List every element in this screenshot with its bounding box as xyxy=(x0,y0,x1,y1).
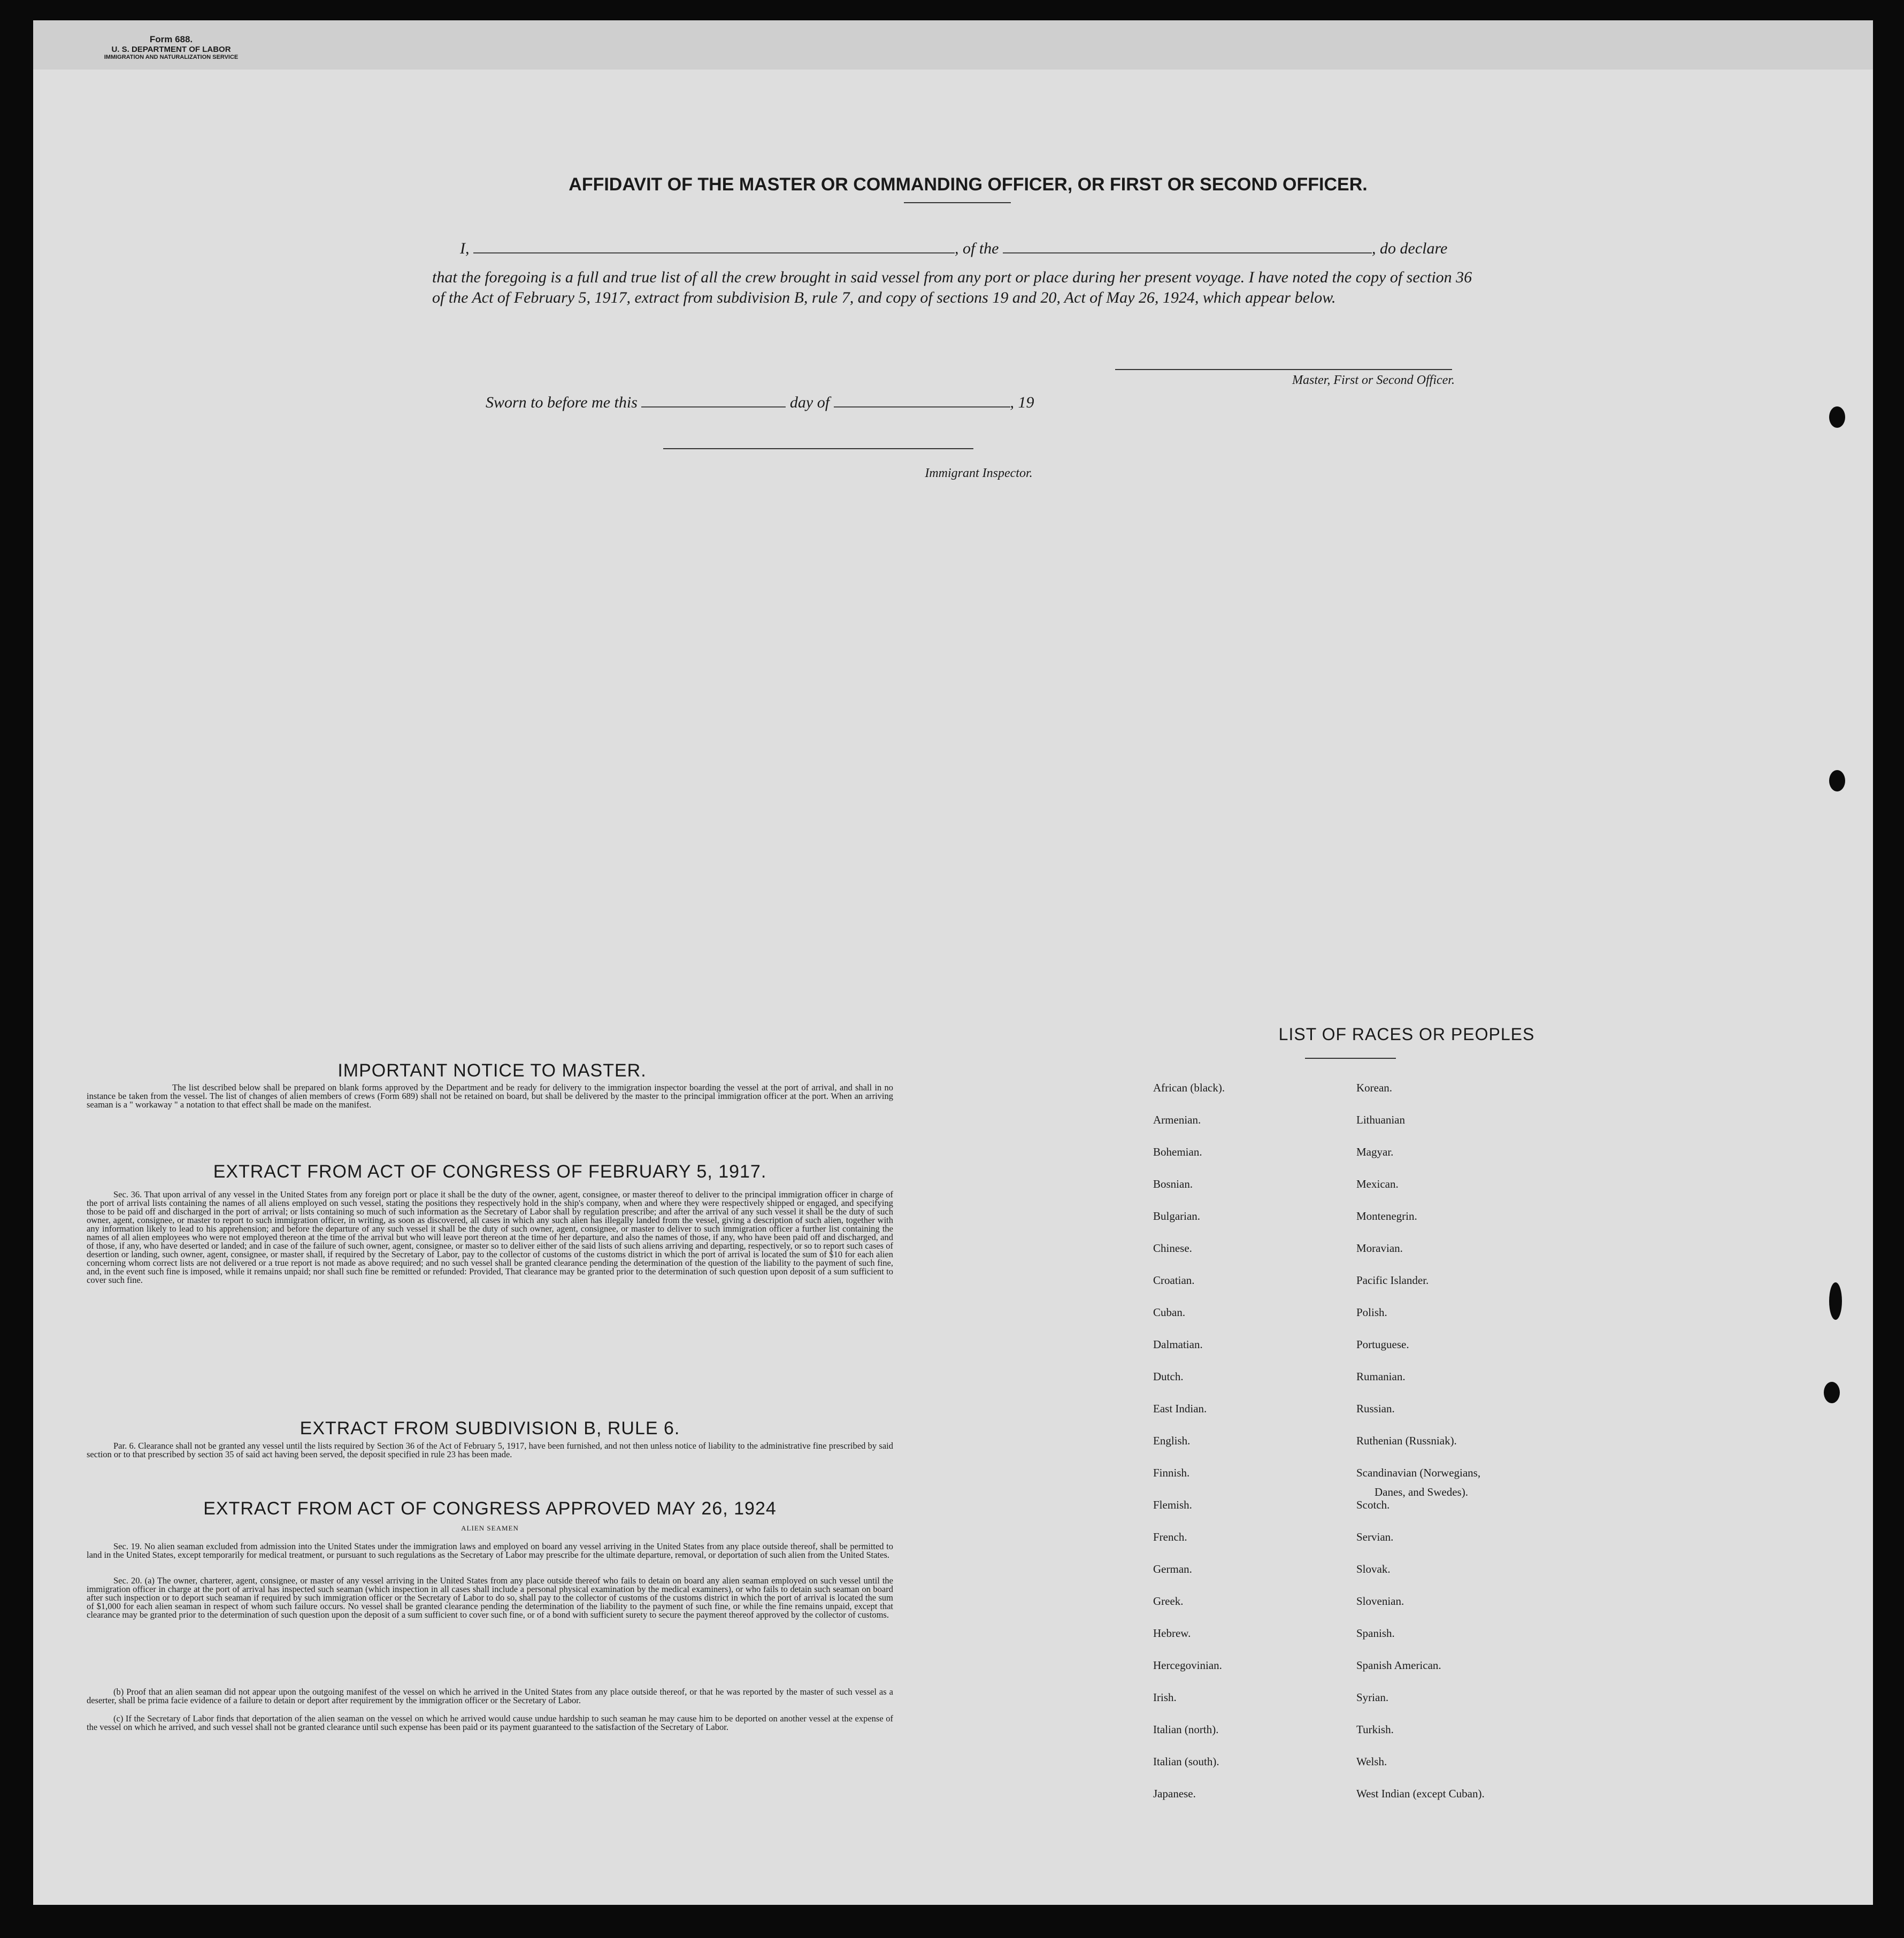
extract-rule6-text: Par. 6. Clearance shall not be granted any vessel until the lists required by Section 36 of the Act of February 5, 1917, have been furnished, and not then unless notice of liability to the administrative fine prescribed by said section or to that prescribed by section 35 of said act having been served, the deposit specified in rule 23 has been made. xyxy=(87,1441,893,1459)
race-item-right: Mexican. xyxy=(1356,1178,1399,1190)
inspector-signature-blank[interactable] xyxy=(663,448,973,449)
race-item-left: French. xyxy=(1153,1531,1187,1543)
race-item-left: Flemish. xyxy=(1153,1498,1192,1511)
declaration-line xyxy=(460,240,1447,258)
sworn-day-blank[interactable] xyxy=(641,406,786,407)
binder-hole xyxy=(1829,406,1845,428)
race-item-right: Korean. xyxy=(1356,1081,1393,1094)
extract-1924-sec19: Sec. 19. No alien seaman excluded from admission into the United States under the immigration laws and employed on board any vessel arriving in the United States from any place outside thereof, shall be permitted to land in the United States, except temporarily for medical treatment, or pursuant to such regulations as the Secretary of Labor may prescribe for the ultimate departure, removal, or deportation of such alien from the United States. xyxy=(87,1541,893,1560)
race-item-left: Bohemian. xyxy=(1153,1145,1202,1158)
race-item-right: Turkish. xyxy=(1356,1723,1394,1736)
department-name: U. S. DEPARTMENT OF LABOR xyxy=(111,45,231,54)
vessel-blank[interactable] xyxy=(1003,252,1372,253)
race-item-right: Slovenian. xyxy=(1356,1595,1404,1608)
top-edge-strip xyxy=(33,20,1873,72)
race-item-left: German. xyxy=(1153,1563,1192,1575)
race-item-left: Bulgarian. xyxy=(1153,1210,1201,1222)
races-title-underline xyxy=(1305,1058,1396,1059)
extract-1917-title: EXTRACT FROM ACT OF CONGRESS OF FEBRUARY 5, 1917. xyxy=(213,1162,767,1182)
race-item-right: Magyar. xyxy=(1356,1145,1394,1158)
race-item-left: Bosnian. xyxy=(1153,1178,1193,1190)
race-item-right: Spanish. xyxy=(1356,1627,1395,1640)
race-item-right: Rumanian. xyxy=(1356,1370,1406,1383)
extract-1924-sec20c: (c) If the Secretary of Labor finds that deportation of the alien seaman on the vessel on which he arrived would cause undue hardship to such seaman he may cause him to be deported on another vessel at the expense of the vessel on which he arrived, and such vessel shall not be granted clearance until such expense has been paid or its payment guaranteed to the satisfaction of the Secretary of Labor. xyxy=(87,1713,893,1732)
race-item-right: Montenegrin. xyxy=(1356,1210,1417,1222)
sworn-year: , 19 xyxy=(1010,394,1034,411)
extract-1917-text: Sec. 36. That upon arrival of any vessel in the United States from any foreign port or place it shall be the duty of the owner, agent, consignee, or master thereof to deliver to the principal immigration officer in charge of the port of arrival lists containing the names of all aliens employed on such vessel, stating the positions they respectively hold in the ship's company, when and where they were respectively shipped or engaged, and specifying those to be paid off and discharged in the port of arrival; or lists containing so much of such information as the Secretary of Labor shall by regulation prescribe; and after the arrival of any such vessel it shall be the duty of such owner, agent, consignee, or master to report to such immigration officer, in writing, as soon as discovered, all cases in which any such alien has illegally landed from the vessel, giving a description of such alien, together with any information likely to lead to his apprehension; and before the departure of any such vessel it shall be the duty of such owner, agent, consignee, or master to deliver to such immigration officer a further list containing the names of all alien employees who were not employed thereon at the time of the arrival but who will leave port thereon at the time of her departure, and also the names of those, if any, who have been paid off and discharged, and of those, if any, who have deserted or landed; and in case of the failure of such owner, agent, consignee, or master so to deliver either of the said lists of such aliens arriving and departing, respectively, or so to report such cases of desertion or landing, such owner, agent, consignee, or master shall, if required by the Secretary of Labor, pay to the collector of customs of the customs district in which the port of arrival is located the sum of $10 for each alien concerning whom correct lists are not delivered or a true report is not made as above required; and no such vessel shall be granted clearance pending the determination of the question of the liability to the payment of such fine, and, in the event such fine is imposed, while it remains unpaid; nor shall such fine be remitted or refunded: Provided, That clearance may be granted prior to the determination of such question upon deposit of a sum sufficient to cover such fine. xyxy=(87,1189,893,1285)
race-item-right: Polish. xyxy=(1356,1306,1387,1319)
affidavit-title: AFFIDAVIT OF THE MASTER OR COMMANDING OFFICER, OR FIRST OR SECOND OFFICER. xyxy=(569,174,1368,195)
extract-1924-subtitle: ALIEN SEAMEN xyxy=(461,1524,519,1532)
notice-title: IMPORTANT NOTICE TO MASTER. xyxy=(337,1060,647,1081)
race-item-right: Ruthenian (Russniak). xyxy=(1356,1434,1457,1447)
declare-of-the: , of the xyxy=(955,240,999,257)
race-item-left: African (black). xyxy=(1153,1081,1225,1094)
binder-hole xyxy=(1829,770,1845,791)
race-item-right: Scandinavian (Norwegians, xyxy=(1356,1466,1481,1479)
races-title: LIST OF RACES OR PEOPLES xyxy=(1278,1025,1535,1044)
race-item-left: Italian (south). xyxy=(1153,1755,1219,1768)
race-item-right: Pacific Islander. xyxy=(1356,1274,1429,1287)
race-item-left: Greek. xyxy=(1153,1595,1184,1608)
affidavit-body: that the foregoing is a full and true list of all the crew brought in said vessel from any port or place during her present voyage. I have noted the copy of section 36 of the Act of February 5, 1917, extract from subdivision B, rule 7, and copy of sections 19 and 20, Act of May 26, 1924, which appear below. xyxy=(432,268,1472,306)
sworn-day-label: day of xyxy=(789,394,830,411)
race-item-right: Russian. xyxy=(1356,1402,1395,1415)
race-item-right: Slovak. xyxy=(1356,1563,1391,1575)
race-item-left: Finnish. xyxy=(1153,1466,1190,1479)
document-sheet xyxy=(33,70,1873,1905)
race-item-right: Spanish American. xyxy=(1356,1659,1441,1672)
signer-label: Master, First or Second Officer. xyxy=(1292,373,1455,387)
service-name: IMMIGRATION AND NATURALIZATION SERVICE xyxy=(104,54,239,60)
race-item-left: Cuban. xyxy=(1153,1306,1186,1319)
signature-blank[interactable] xyxy=(1115,369,1452,370)
inspector-label: Immigrant Inspector. xyxy=(925,466,1033,480)
race-item-left: East Indian. xyxy=(1153,1402,1207,1415)
race-item-right: Welsh. xyxy=(1356,1755,1387,1768)
race-item-left: Italian (north). xyxy=(1153,1723,1219,1736)
race-item-left: Croatian. xyxy=(1153,1274,1195,1287)
name-blank[interactable] xyxy=(473,252,955,253)
race-item-left: English. xyxy=(1153,1434,1191,1447)
race-item-right: Moravian. xyxy=(1356,1242,1403,1255)
binder-hole xyxy=(1829,1282,1842,1320)
race-item-left: Hebrew. xyxy=(1153,1627,1191,1640)
race-item-right: Syrian. xyxy=(1356,1691,1389,1704)
form-number: Form 688. xyxy=(149,34,193,44)
extract-1924-sec20a: Sec. 20. (a) The owner, charterer, agent, consignee, or master of any vessel arriving in the United States from any place outside thereof who fails to detain on board any alien seaman employed on such vessel until the immigration officer in charge at the port of arrival has inspected such seaman (which inspection in all cases shall include a personal physical examination by the medical examiners), or who fails to detain such seaman on board after such inspection or to deport such seaman if required by such immigration officer or the Secretary of Labor to do so, shall pay to the collector of customs of the customs district in which the port of arrival is located the sum of $1,000 for each alien seaman in respect of whom such failure occurs. No vessel shall be granted clearance pending the determination of the liability to the payment of such fine, or while the fine remains unpaid, except that clearance may be granted prior to the determination of such question upon the deposit of a sum sufficient to cover such fine, or of a bond with sufficient surety to secure the payment thereof approved by the collector of customs. xyxy=(87,1575,893,1620)
race-item-right: Servian. xyxy=(1356,1531,1394,1543)
race-item-left: Hercegovinian. xyxy=(1153,1659,1222,1672)
declare-i: I, xyxy=(460,240,470,257)
race-item-left: Dutch. xyxy=(1153,1370,1184,1383)
title-underline xyxy=(904,202,1011,203)
binder-hole xyxy=(1824,1382,1840,1403)
race-item-right: West Indian (except Cuban). xyxy=(1356,1787,1485,1800)
declare-end: , do declare xyxy=(1372,240,1448,257)
race-item-left: Irish. xyxy=(1153,1691,1177,1704)
sworn-line xyxy=(486,394,1034,412)
race-item-left: Armenian. xyxy=(1153,1113,1201,1126)
extract-1924-title: EXTRACT FROM ACT OF CONGRESS APPROVED MAY 26, 1924 xyxy=(203,1498,777,1519)
race-scandinavian-continued: Danes, and Swedes). xyxy=(1375,1486,1468,1498)
extract-1924-sec20b: (b) Proof that an alien seaman did not appear upon the outgoing manifest of the vessel on which he arrived in the United States from any place outside thereof, or that he was reported by the master of such vessel as a deserter, shall be prima facie evidence of a failure to detain or deport after requirement by the immigration officer or the Secretary of Labor. xyxy=(87,1687,893,1705)
race-item-right: Portuguese. xyxy=(1356,1338,1409,1351)
notice-text: The list described below shall be prepared on blank forms approved by the Department and be ready for delivery to the immigration inspector boarding the vessel at the port of arrival, and shall in no instance be taken from the vessel. The list of changes of alien members of crews (Form 689) shall not be retained on board, but shall be delivered by the master to the principal immigration officer at the port. When an arriving seaman is a " workaway " a notation to that effect shall be made on the manifest. xyxy=(87,1082,893,1110)
sworn-prefix: Sworn to before me this xyxy=(486,394,638,411)
race-item-left: Japanese. xyxy=(1153,1787,1196,1800)
race-item-left: Chinese. xyxy=(1153,1242,1192,1255)
race-item-left: Dalmatian. xyxy=(1153,1338,1203,1351)
race-item-right: Lithuanian xyxy=(1356,1113,1405,1126)
form-header xyxy=(91,34,251,60)
sworn-month-blank[interactable] xyxy=(834,406,1010,407)
extract-rule6-title: EXTRACT FROM SUBDIVISION B, RULE 6. xyxy=(300,1418,680,1439)
race-item-right: Scotch. xyxy=(1356,1498,1390,1511)
